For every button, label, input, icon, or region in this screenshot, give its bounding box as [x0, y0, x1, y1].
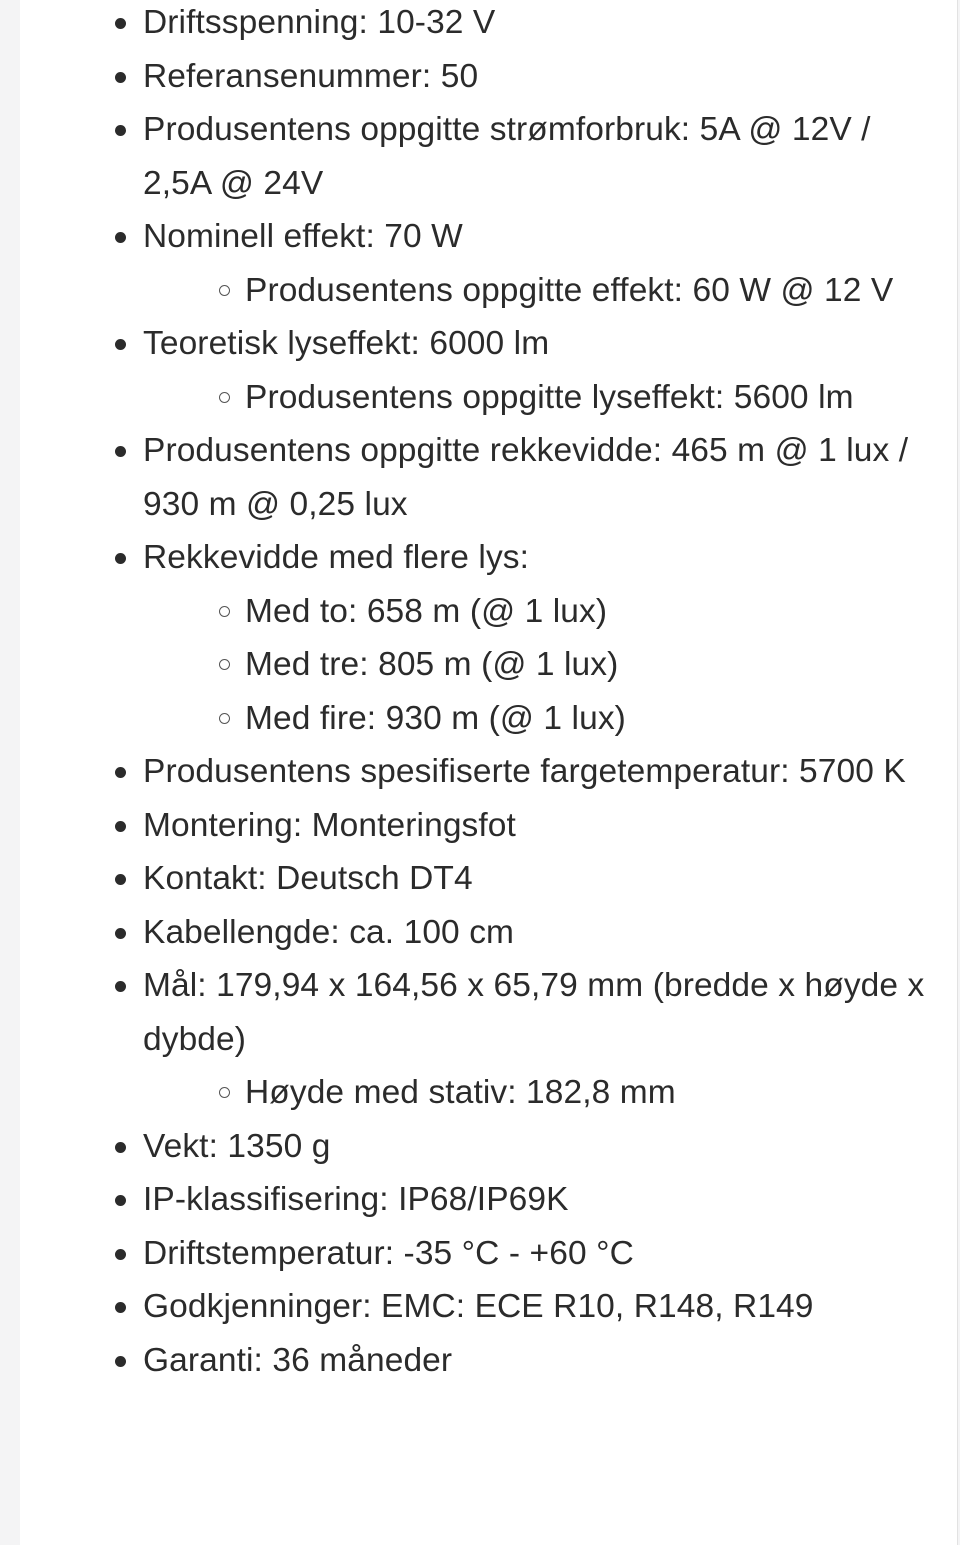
- bullet-disc-icon: [115, 1142, 126, 1153]
- spec-text: Rekkevidde med flere lys:: [143, 539, 530, 576]
- spec-item: [20, 1173, 957, 1227]
- bullet-disc-icon: [115, 874, 126, 885]
- spec-text: Referansenummer: 50: [143, 57, 479, 95]
- spec-text: Garanti: 36 måneder: [143, 1341, 453, 1379]
- bullet-circle-icon: [219, 713, 230, 724]
- spec-item: [20, 0, 957, 50]
- spec-item: [20, 210, 957, 317]
- spec-item: [20, 799, 957, 853]
- spec-item: [20, 906, 957, 960]
- bullet-circle-icon: [219, 659, 230, 670]
- bullet-disc-icon: [115, 446, 126, 457]
- bullet-disc-icon: [115, 821, 126, 832]
- bullet-disc-icon: [115, 981, 126, 992]
- sub-text: Med fire: 930 m (@ 1 lux): [245, 699, 626, 737]
- spec-text: Vekt: 1350 g: [143, 1127, 331, 1165]
- bullet-disc-icon: [115, 928, 126, 939]
- spec-item: [20, 1334, 957, 1388]
- sub-item: [143, 638, 937, 692]
- bullet-disc-icon: [115, 72, 126, 83]
- sub-list: [143, 264, 937, 318]
- spec-item: [20, 531, 957, 745]
- spec-item: [20, 50, 957, 104]
- spec-text: IP-klassifisering: IP68/IP69K: [143, 1181, 569, 1218]
- spec-item: [20, 1120, 957, 1174]
- bullet-disc-icon: [115, 553, 126, 564]
- spec-text: Nominell effekt: 70 W: [143, 218, 463, 255]
- bullet-disc-icon: [115, 767, 126, 778]
- bullet-disc-icon: [115, 232, 126, 243]
- spec-text: Kontakt: Deutsch DT4: [143, 860, 473, 897]
- spec-text: Produsentens oppgitte strømforbruk: 5A @ 12V / 2,5A @ 24V: [143, 111, 871, 202]
- sub-item: [143, 585, 937, 639]
- sub-text: Produsentens oppgitte lyseffekt: 5600 lm: [245, 378, 854, 416]
- spec-item: [20, 852, 957, 906]
- spec-page: [20, 0, 958, 1545]
- spec-text: Teoretisk lyseffekt: 6000 lm: [143, 325, 550, 362]
- spec-text: Produsentens oppgitte rekkevidde: 465 m @ 1 lux / 930 m @ 0,25 lux: [143, 432, 909, 523]
- bullet-circle-icon: [219, 285, 230, 296]
- bullet-circle-icon: [219, 392, 230, 403]
- sub-list: [143, 585, 937, 746]
- sub-text: Produsentens oppgitte effekt: 60 W @ 12 V: [245, 271, 894, 309]
- bullet-circle-icon: [219, 1087, 230, 1098]
- sub-text: Høyde med stativ: 182,8 mm: [245, 1074, 676, 1111]
- bullet-disc-icon: [115, 1195, 126, 1206]
- bullet-disc-icon: [115, 339, 126, 350]
- sub-item: [143, 371, 937, 425]
- bullet-disc-icon: [115, 1302, 126, 1313]
- spec-text: Driftsspenning: 10-32 V: [143, 4, 496, 41]
- sub-item: [143, 264, 937, 318]
- bullet-disc-icon: [115, 18, 126, 29]
- bullet-circle-icon: [219, 606, 230, 617]
- bullet-disc-icon: [115, 125, 126, 136]
- spec-text: Godkjenninger: EMC: ECE R10, R148, R149: [143, 1288, 814, 1325]
- spec-text: Kabellengde: ca. 100 cm: [143, 913, 515, 951]
- sub-list: [143, 1066, 937, 1120]
- spec-item: [20, 424, 957, 531]
- bullet-disc-icon: [115, 1249, 126, 1260]
- spec-item: [20, 1280, 957, 1334]
- spec-item: [20, 745, 957, 799]
- spec-item: [20, 103, 957, 210]
- sub-item: [143, 1066, 937, 1120]
- sub-text: Med to: 658 m (@ 1 lux): [245, 592, 608, 630]
- spec-item: [20, 317, 957, 424]
- spec-text: Driftstemperatur: -35 °C - +60 °C: [143, 1234, 634, 1272]
- spec-text: Mål: 179,94 x 164,56 x 65,79 mm (bredde x høyde x dybde): [143, 967, 925, 1058]
- sub-list: [143, 371, 937, 425]
- sub-text: Med tre: 805 m (@ 1 lux): [245, 646, 619, 683]
- spec-item: [20, 959, 957, 1120]
- spec-item: [20, 1227, 957, 1281]
- spec-list: [20, 0, 957, 1387]
- sub-item: [143, 692, 937, 746]
- bullet-disc-icon: [115, 1356, 126, 1367]
- spec-text: Produsentens spesifiserte fargetemperatur: 5700 K: [143, 753, 906, 790]
- spec-text: Montering: Monteringsfot: [143, 806, 516, 844]
